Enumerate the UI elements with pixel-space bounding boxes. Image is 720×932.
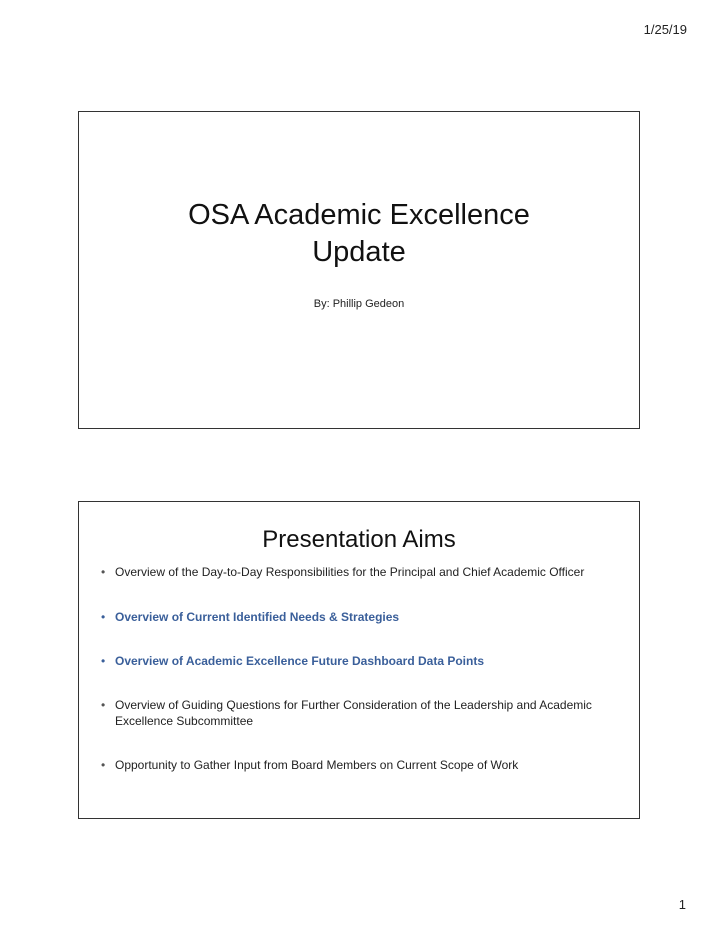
bullet-icon: • [101,654,106,668]
title-line-1: OSA Academic Excellence [188,199,530,231]
aim-item-dashboard-data [101,653,609,669]
aim-item-guiding-questions [101,697,609,729]
presentation-aims-slide [78,501,640,819]
aims-heading: Presentation Aims [262,526,456,553]
title-line-2: Update [312,236,406,268]
aim-item-text: Opportunity to Gather Input from Board Members on Current Scope of Work [115,758,519,772]
aim-item-responsibilities [101,564,609,580]
aims-list [101,564,609,773]
bullet-icon: • [101,758,106,772]
aim-item-board-input [101,757,609,773]
page-date: 1/25/19 [643,22,687,37]
aim-item-needs-strategies [101,609,609,625]
aim-item-text: Overview of Guiding Questions for Further Consideration of the Leadership and Academic Excellence Subcommittee [115,698,592,728]
aim-item-text: Overview of Academic Excellence Future Dashboard Data Points [115,654,485,668]
title-slide [78,111,640,429]
bullet-icon: • [101,698,106,712]
author-byline: By: Phillip Gedeon [313,298,405,310]
page-number: 1 [678,897,686,912]
slide-title [79,197,639,271]
aim-item-text: Overview of Current Identified Needs & Strategies [115,610,400,624]
aim-item-text: Overview of the Day-to-Day Responsibilities for the Principal and Chief Academic Officer [115,565,585,579]
bullet-icon: • [101,565,106,579]
bullet-icon: • [101,610,106,624]
